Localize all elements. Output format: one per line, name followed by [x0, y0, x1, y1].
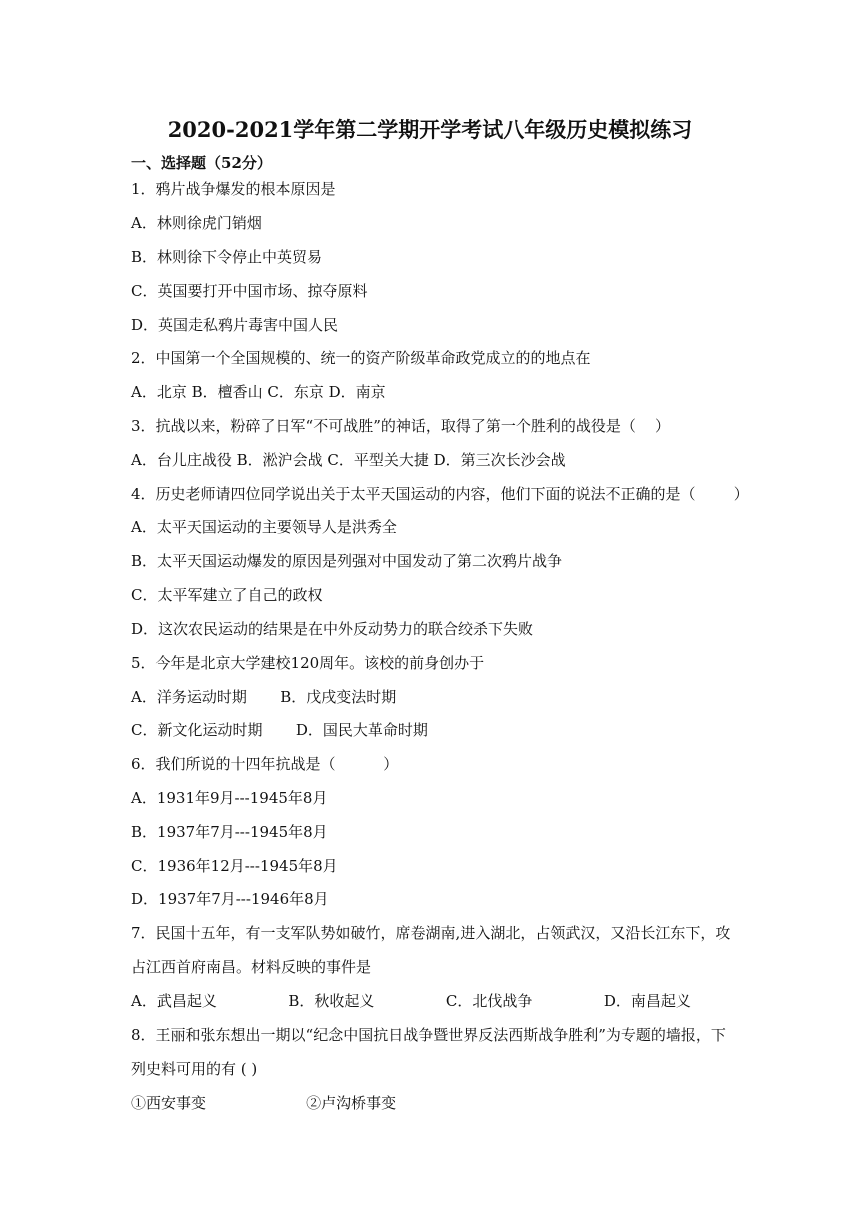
question-4-option-b: B．太平天国运动爆发的原因是列强对中国发动了第二次鸦片战争	[131, 552, 563, 570]
question-3-stem: 3．抗战以来，粉碎了日军“不可战胜”的神话，取得了第一个胜利的战役是（ ）	[131, 417, 670, 435]
question-4-option-c: C．太平军建立了自己的政权	[131, 586, 323, 604]
question-1-option-a: A．林则徐虎门销烟	[131, 214, 262, 232]
question-7-stem-line-2: 占江西首府南昌。材料反映的事件是	[131, 958, 372, 976]
question-8-stem-line-2: 列史料可用的有 ( )	[131, 1060, 258, 1078]
question-1-option-b: B．林则徐下令停止中英贸易	[131, 248, 323, 266]
question-5-options-cd: C．新文化运动时期 D．国民大革命时期	[131, 721, 428, 739]
question-7-stem-line-1: 7．民国十五年，有一支军队势如破竹，席卷湖南,进入湖北，占领武汉，又沿长江东下，攻	[131, 924, 731, 942]
question-1-option-d: D．英国走私鸦片毒害中国人民	[131, 316, 339, 334]
question-4-option-a: A．太平天国运动的主要领导人是洪秀全	[131, 518, 397, 536]
question-6-option-a: A．1931年9月---1945年8月	[131, 789, 328, 807]
question-6-stem: 6．我们所说的十四年抗战是（ ）	[131, 755, 399, 773]
question-4-stem: 4．历史老师请四位同学说出关于太平天国运动的内容，他们下面的说法不正确的是（ ）	[131, 485, 749, 503]
document-title: 2020-2021学年第二学期开学考试八年级历史模拟练习	[167, 117, 693, 142]
question-4-option-d: D．这次农民运动的结果是在中外反动势力的联合绞杀下失败	[131, 620, 534, 638]
question-1-option-c: C．英国要打开中国市场、掠夺原料	[131, 282, 368, 300]
question-1-stem: 1．鸦片战争爆发的根本原因是	[131, 180, 336, 198]
question-2-stem: 2．中国第一个全国规模的、统一的资产阶级革命政党成立的的地点在	[131, 349, 591, 367]
question-6-option-d: D．1937年7月---1946年8月	[131, 890, 329, 908]
question-8-items: ①西安事变 ②卢沟桥事变	[131, 1094, 397, 1112]
question-5-stem: 5．今年是北京大学建校120周年。该校的前身创办于	[131, 654, 485, 672]
section-heading: 一、选择题（52分）	[131, 154, 272, 172]
question-7-options: A．武昌起义 B．秋收起义 C．北伐战争 D．南昌起义	[131, 992, 691, 1010]
question-6-option-c: C．1936年12月---1945年8月	[131, 857, 338, 875]
question-3-options: A．台儿庄战役 B．淞沪会战 C．平型关大捷 D．第三次长沙会战	[131, 451, 566, 469]
question-6-option-b: B．1937年7月---1945年8月	[131, 823, 328, 841]
question-8-stem-line-1: 8．王丽和张东想出一期以“纪念中国抗日战争暨世界反法西斯战争胜利”为专题的墙报，下	[131, 1026, 726, 1044]
question-2-options: A．北京 B．檀香山 C．东京 D．南京	[131, 383, 386, 401]
question-5-options-ab: A．洋务运动时期 B．戊戌变法时期	[131, 688, 397, 706]
